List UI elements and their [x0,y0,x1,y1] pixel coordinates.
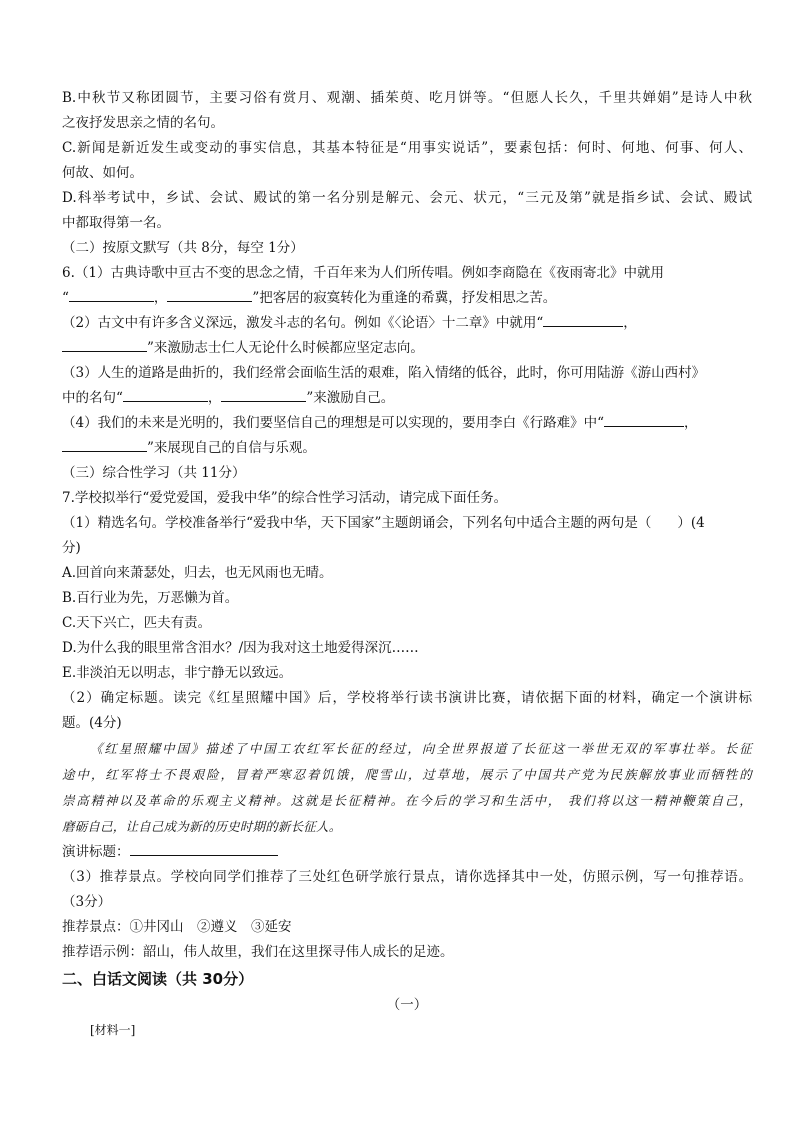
quote-open: “ [62,290,69,306]
q6-2-line-2 [62,336,752,361]
material-passage [62,736,752,840]
option-d-line-2: 中都取得第一名。 [62,215,170,231]
q7-1-line-2: 分) [62,540,81,556]
q6-3-line-1: （3）人生的道路是曲折的，我们经常会面临生活的艰难，陷入情绪的低谷，此时，你可用陆游《游山西村》 [62,365,706,381]
comma: ， [207,390,222,406]
subsection-label: （一） [386,997,428,1013]
comma: ， [623,315,637,331]
answer-blank[interactable] [69,287,154,302]
exam-page [62,86,752,1043]
recommendation-example: 推荐语示例：韶山，伟人故里，我们在这里探寻伟人成长的足迹。 [62,944,454,960]
q6-3-tail: ”来激励自己。 [306,390,395,406]
answer-blank[interactable] [543,312,623,327]
q6-1-line-1: 6.（1）古典诗歌中亘古不变的思念之情，千百年来为人们所传唱。例如李商隐在《夜雨寄北》中就用 [62,265,664,281]
answer-blank[interactable] [604,412,684,427]
q6-1-line-2 [62,286,752,311]
q6-2-text: （2）古文中有许多含义深远，激发斗志的名句。例如《〈论语〉十二章》中就用“ [62,315,544,331]
comma: ， [153,290,168,306]
choice-a: A.回首向来萧瑟处，归去，也无风雨也无晴。 [62,565,333,581]
material-label: [材料一] [90,1023,136,1037]
choice-e: E.非淡泊无以明志，非宁静无以致远。 [62,665,293,681]
speech-title-row [62,840,752,865]
q6-3-open: 中的名句“ [62,390,123,406]
q6-4-line-2 [62,436,752,461]
speech-title-blank[interactable] [130,841,278,856]
choice-d: D.为什么我的眼里常含泪水？/因为我对这土地爱得深沉…… [62,640,419,656]
option-c-line-1: C.新闻是新近发生或变动的事实信息，其基本特征是“用事实说话”，要素包括：何时、何地、何事、何人、 [62,140,752,156]
q6-1-tail: ”把客居的寂寞转化为重逢的希冀，抒发相思之苦。 [252,290,557,306]
answer-blank[interactable] [123,387,208,402]
speech-title-label: 演讲标题： [62,844,130,860]
recommended-spots: 推荐景点：①井冈山 ②遵义 ③延安 [62,919,292,935]
option-b-line-1: B.中秋节又称团圆节，主要习俗有赏月、观潮、插茱萸、吃月饼等。“但愿人长久，千里共婵娟”是诗人中秋 [62,90,752,106]
q6-2-tail: ”来激励志士仁人无论什么时候都应坚定志向。 [147,340,424,356]
part3-heading: （三）综合性学习（共 11分） [62,465,246,481]
option-c-line-2: 何故、如何。 [62,165,143,181]
material-line: 途中，红军将士不畏艰险，冒着严寒忍着饥饿，爬雪山，过草地，展示了中国共产党为民族解放事业而牺牲的 [62,767,752,782]
q7-1-score: ）(4 [677,515,705,531]
q7-3-line-2: （3分） [62,894,112,910]
q6-2-line-1 [62,311,752,336]
material-line: 《红星照耀中国》描述了中国工农红军长征的经过，向全世界报道了长征这一举世无双的军事壮举。长征 [90,741,752,756]
part2-heading: （二）按原文默写（共 8分，每空 1分） [62,240,304,256]
answer-blank[interactable] [62,437,147,452]
q6-4-line-1 [62,411,752,436]
choice-b: B.百行业为先，万恶懒为首。 [62,590,239,606]
q7-2-line-2: 题。(4分) [62,715,122,731]
q7-1-text: （1）精选名句。学校准备举行“爱我中华，天下国家”主题朗诵会，下列名句中适合主题的两句是（ [62,515,652,531]
choice-c: C.天下兴亡，匹夫有责。 [62,615,212,631]
option-b-line-2: 之夜抒发思亲之情的名句。 [62,115,224,131]
option-d-line-1: D.科举考试中，乡试、会试、殿试的第一名分别是解元、会元、状元，“三元及第”就是指乡试、会试、殿试 [62,190,752,206]
answer-blank[interactable] [62,337,147,352]
material-line: 磨砺自己，让自己成为新的历史时期的新长征人。 [62,819,342,834]
comma: ， [684,415,698,431]
q7-1-line-1 [62,511,752,536]
q7-intro: 7.学校拟举行“爱党爱国，爱我中华”的综合性学习活动，请完成下面任务。 [62,490,508,506]
q7-3-line-1: （3）推荐景点。学校向同学们推荐了三处红色研学旅行景点，请你选择其中一处，仿照示例，写一句推荐语。 [62,869,752,885]
answer-blank[interactable] [167,287,252,302]
section-2-heading: 二、白话文阅读（共 30分） [62,970,254,988]
q6-4-tail: ”来展现自己的自信与乐观。 [147,440,316,456]
q7-2-line-1: （2）确定标题。读完《红星照耀中国》后，学校将举行读书演讲比赛，请依据下面的材料，确定一个演讲标 [62,690,752,706]
answer-blank[interactable] [221,387,306,402]
q6-3-line-2 [62,386,752,411]
material-line: 崇高精神以及革命的乐观主义精神。这就是长征精神。在今后的学习和生活中， 我们将以这一精神鞭策自己， [62,793,752,808]
q6-4-text: （4）我们的未来是光明的，我们要坚信自己的理想是可以实现的，要用李白《行路难》中“ [62,415,604,431]
